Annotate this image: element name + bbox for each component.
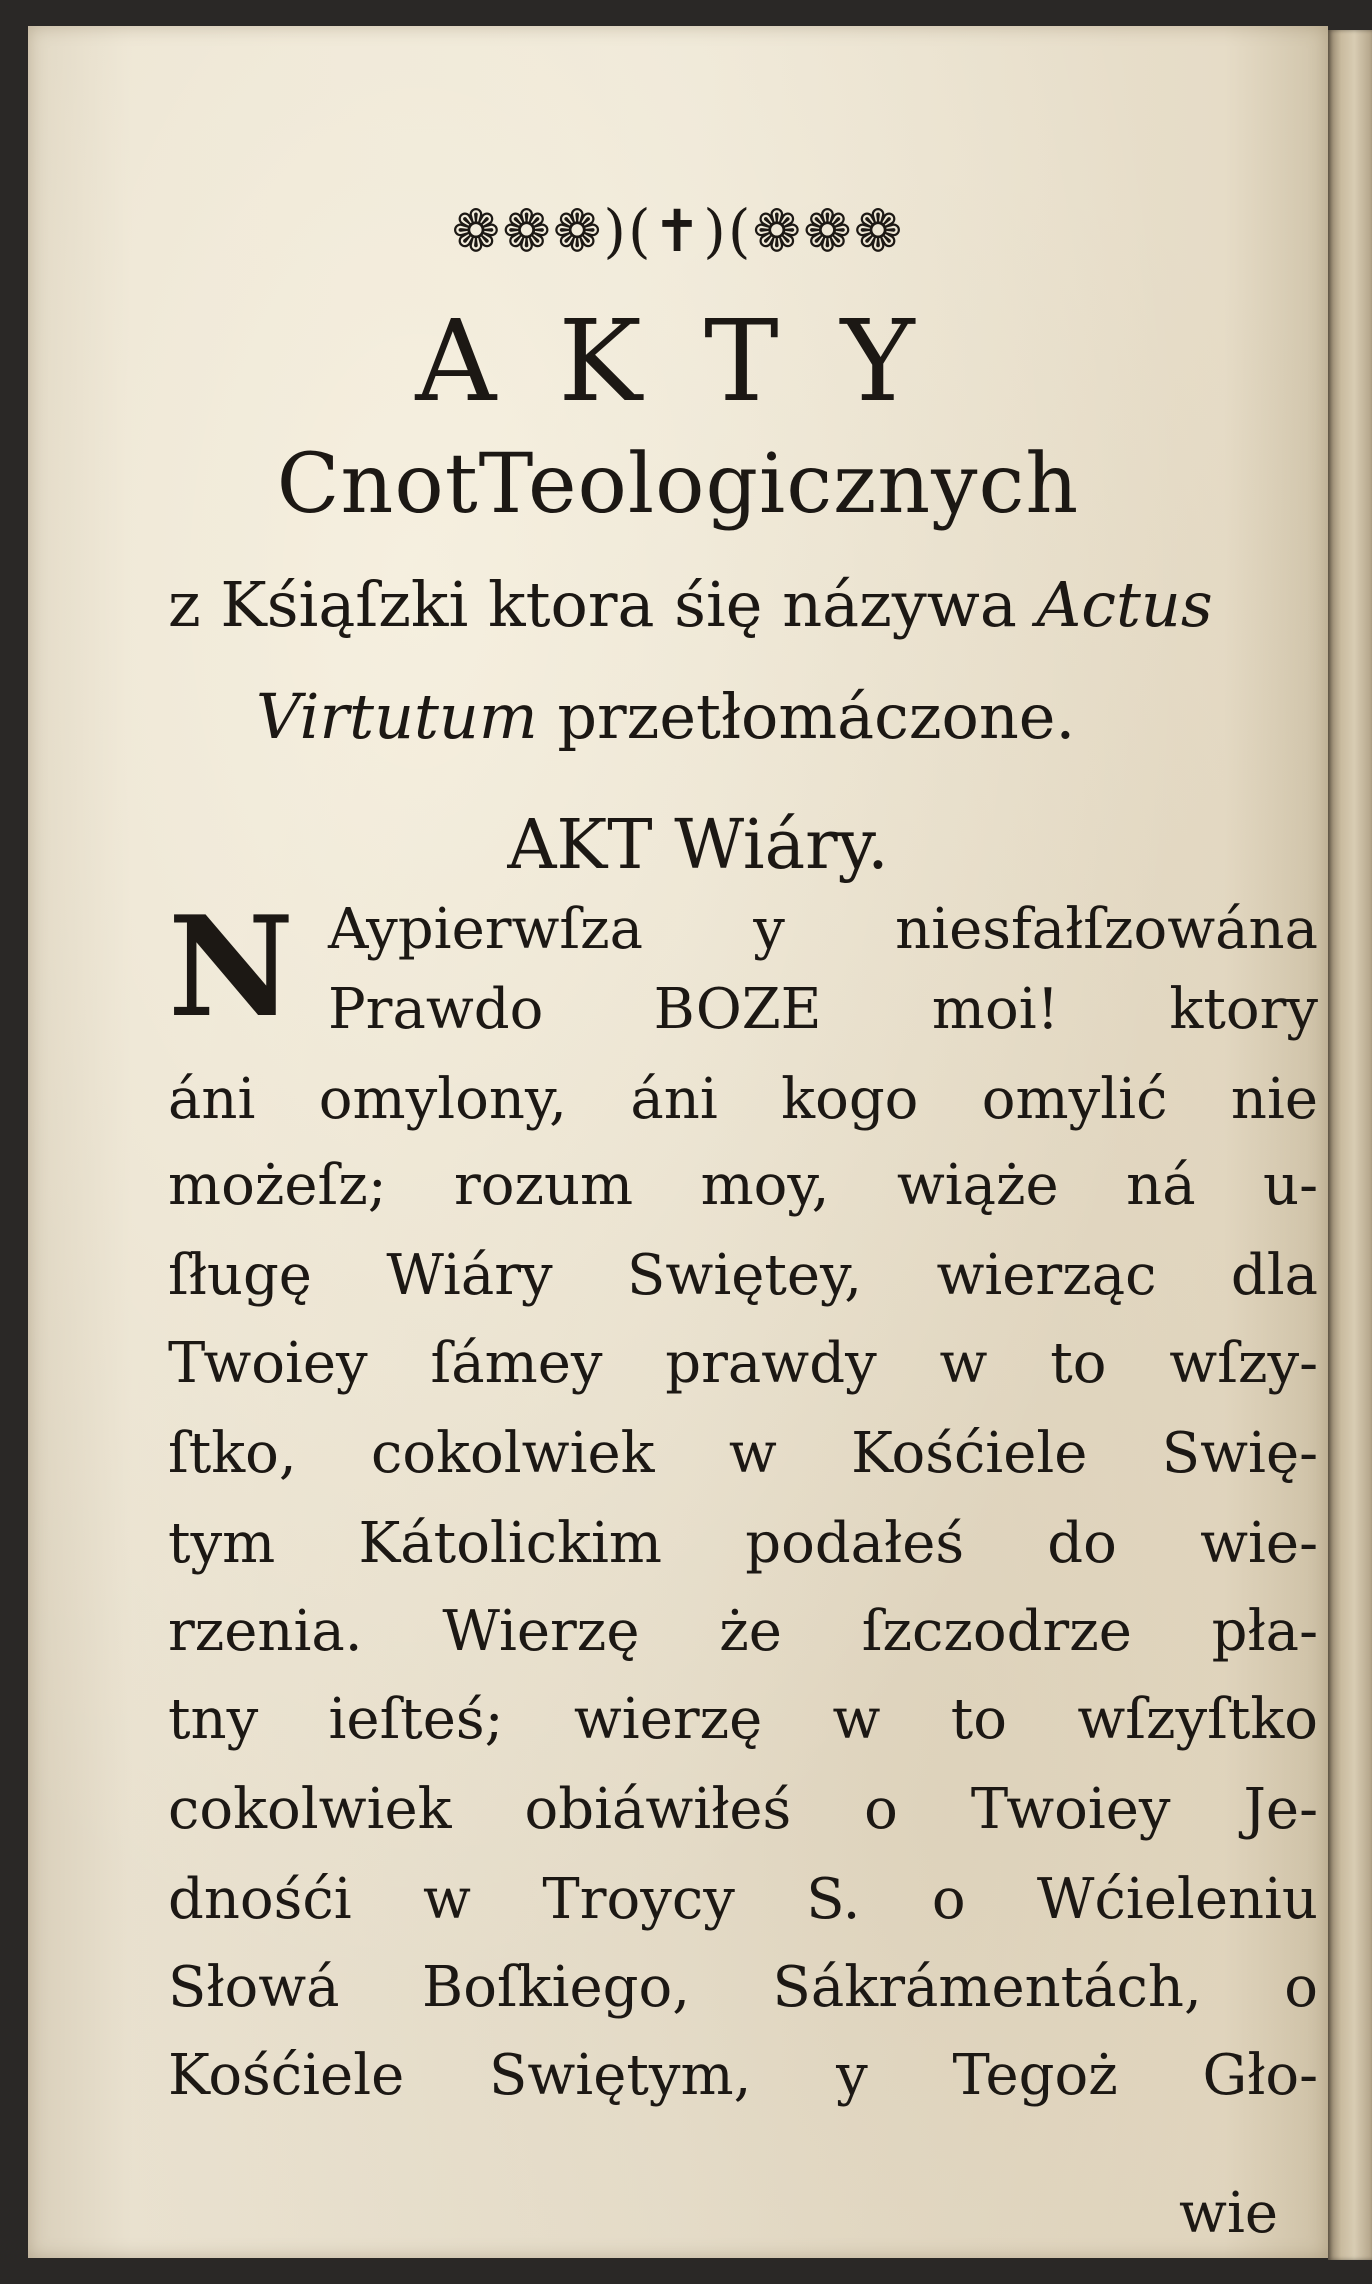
drop-cap: N bbox=[168, 885, 295, 1048]
intro-line-2 bbox=[256, 680, 1316, 753]
page-title: AKTY bbox=[415, 297, 977, 427]
page-subtitle: CnotTeologicznych bbox=[276, 437, 1080, 532]
body-line: tny ieſteś; wierzę w to wſzyſtko bbox=[168, 1687, 1318, 1752]
catchword: wie bbox=[1179, 2181, 1278, 2246]
body-line: Prawdo BOZE moi! ktory bbox=[328, 977, 1318, 1042]
body-line: możeſz; rozum moy, wiąże ná u- bbox=[168, 1153, 1318, 1218]
body-line: Twoiey ſámey prawdy w to wſzy- bbox=[168, 1331, 1318, 1396]
intro-line-2-latin: Virtutum bbox=[256, 680, 538, 753]
body-line: Aypierwſza y niesfałſzowána bbox=[328, 897, 1318, 962]
body-line: rzenia. Wierzę że ſzczodrze pła- bbox=[168, 1599, 1318, 1664]
intro-line-1-latin: Actus bbox=[1036, 568, 1213, 641]
page-text bbox=[28, 26, 1328, 2258]
body-line: Słowá Boſkiego, Sákrámentách, o bbox=[168, 1955, 1318, 2020]
intro-line-2-text: przetłomáczone. bbox=[537, 680, 1076, 753]
body-line: áni omylony, áni kogo omylić nie bbox=[168, 1067, 1318, 1132]
intro-line-1 bbox=[168, 568, 1318, 641]
printer-ornament: ❁❁❁)(✝)(❁❁❁ bbox=[451, 197, 905, 265]
body-line: Kośćiele Swiętym, y Tegoż Gło- bbox=[168, 2043, 1318, 2108]
section-heading: AKT Wiáry. bbox=[507, 806, 889, 885]
body-line: ſtko, cokolwiek w Kośćiele Swię- bbox=[168, 1421, 1318, 1486]
body-line: cokolwiek obiáwiłeś o Twoiey Je- bbox=[168, 1777, 1318, 1842]
body-line: ſługę Wiáry Swiętey, wierząc dla bbox=[168, 1243, 1318, 1308]
book-spine bbox=[1328, 30, 1372, 2260]
intro-line-1-text: z Kśiąſzki ktora śię názywa bbox=[168, 568, 1037, 641]
paper-page bbox=[28, 26, 1328, 2258]
body-line: tym Kátolickim podałeś do wie- bbox=[168, 1511, 1318, 1576]
body-line: dnośći w Troycy S. o Wćieleniu bbox=[168, 1867, 1318, 1932]
